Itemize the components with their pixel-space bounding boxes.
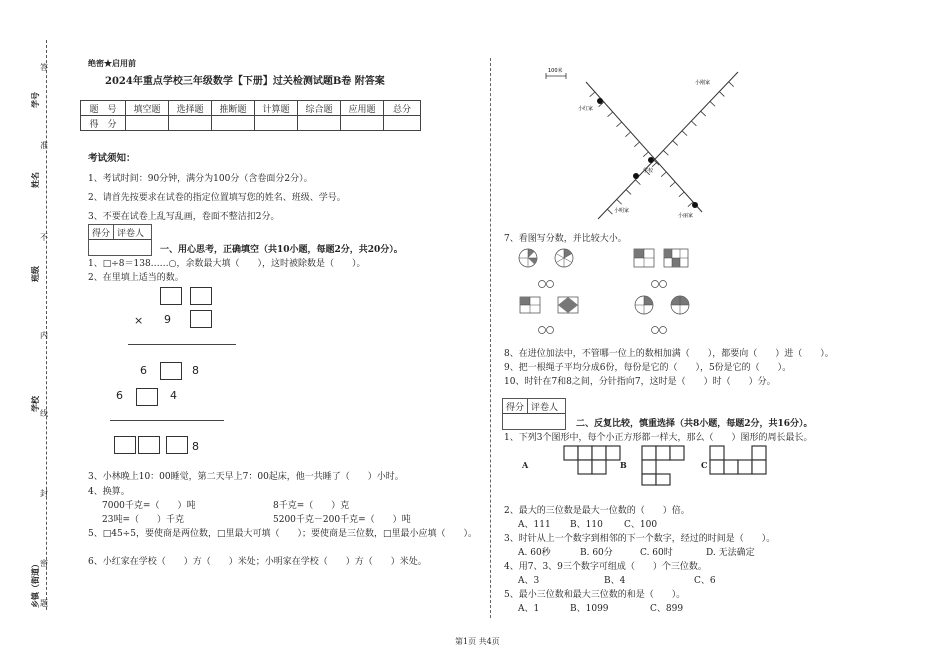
map-tick xyxy=(663,150,668,155)
cut-char: 答 xyxy=(40,63,48,72)
cut-char: 题 xyxy=(40,599,48,608)
map-tick xyxy=(634,142,639,147)
option: B、110 xyxy=(570,520,603,530)
s2-question-3: 3、时针从上一个数字到相邻的下一个数字，经过的时间是（ ）。 xyxy=(504,534,776,544)
s2-question-4: 4、用7、3、9三个数字可组成（ ）个三位数。 xyxy=(504,562,707,572)
question-4a: 7000千克=（ ）吨 xyxy=(102,501,196,511)
map-tick xyxy=(643,152,648,157)
grader-box xyxy=(502,398,566,430)
answer-box[interactable] xyxy=(190,287,212,305)
rule-line xyxy=(110,420,224,421)
question-7: 7、看图写分数，并比较大小。 xyxy=(504,234,627,244)
option: B、1099 xyxy=(570,604,609,614)
map-tick xyxy=(691,121,696,126)
score-cell[interactable] xyxy=(126,116,169,131)
cut-char: 准 xyxy=(40,141,48,150)
location-map xyxy=(540,62,760,222)
map-tick xyxy=(616,122,621,127)
student-id-label: 学号 xyxy=(30,92,40,108)
digit: 6 xyxy=(140,364,147,377)
xiaohong-label: 小红家 xyxy=(578,106,594,112)
grader-score-label: 得分 xyxy=(89,225,114,240)
option: A、1 xyxy=(518,604,540,614)
map-tick xyxy=(710,101,715,106)
question-4b: 8千克=（ ）克 xyxy=(273,501,350,511)
xiaoli-dot xyxy=(692,202,698,208)
notice-item: 2、请首先按要求在试卷的指定位置填写您的姓名、班级、学号。 xyxy=(88,193,346,203)
option: D. 无法确定 xyxy=(706,548,755,558)
digit: 8 xyxy=(192,440,199,453)
digit: 4 xyxy=(170,389,177,402)
times-sign: × xyxy=(134,314,144,327)
digit: 9 xyxy=(164,313,171,326)
grader-box xyxy=(88,224,152,256)
cut-char: 封 xyxy=(40,489,48,498)
option: B、4 xyxy=(604,576,626,586)
xiaoli-label: 小丽家 xyxy=(678,213,694,219)
question-8: 8、在进位加法中，不管哪一位上的数相加满（ ），都要向（ ）进（ ）。 xyxy=(504,349,834,359)
option: C、899 xyxy=(650,604,684,614)
page-title: 2024年重点学校三年级数学【下册】过关检测试题B卷 附答案 xyxy=(105,76,385,87)
map-tick xyxy=(590,92,595,97)
s2-question-2: 2、最大的三位数是最大一位数的（ ）倍。 xyxy=(504,506,690,516)
map-tick xyxy=(607,209,612,214)
map-tick xyxy=(617,199,622,204)
option: B. 60分 xyxy=(580,548,613,558)
option: A、3 xyxy=(518,576,540,586)
name-label: 姓名 xyxy=(30,172,40,188)
question-9: 9、把一根绳子平均分成6份，每份是它的（ ），5份是它的（ ）。 xyxy=(504,363,792,373)
grader-score-label: 得分 xyxy=(503,399,528,414)
school-dot xyxy=(648,157,654,163)
shape-label-c: C xyxy=(701,460,708,470)
section2-heading: 二、反复比较，慎重选择（共8小题，每题2分，共16分）。 xyxy=(576,419,813,429)
township-label: 乡镇（街道） xyxy=(30,560,40,608)
score-cell[interactable] xyxy=(212,116,255,131)
rule-line xyxy=(128,344,236,345)
school-label: 学校 xyxy=(643,168,654,174)
answer-box[interactable] xyxy=(138,436,160,454)
option: A、111 xyxy=(518,520,551,530)
map-tick xyxy=(673,141,678,146)
score-row-label: 得 分 xyxy=(81,116,126,131)
notice-item: 3、不要在试卷上乱写乱画，卷面不整洁扣2分。 xyxy=(88,212,280,222)
shape-label-a: A xyxy=(522,460,529,470)
class-label: 班级 xyxy=(30,266,40,282)
map-tick xyxy=(679,192,684,197)
cut-char: 线 xyxy=(40,409,48,418)
score-table xyxy=(80,100,421,131)
score-cell[interactable] xyxy=(341,116,384,131)
map-tick xyxy=(608,112,613,117)
score-col-1: 填空题 xyxy=(126,101,169,116)
map-tick xyxy=(719,92,724,97)
map-tick xyxy=(626,190,631,195)
digit: 6 xyxy=(116,389,123,402)
secret-label: 绝密★启用前 xyxy=(88,58,136,68)
cut-char: 不 xyxy=(40,233,48,242)
map-tick xyxy=(635,180,640,185)
score-cell[interactable] xyxy=(298,116,341,131)
map-tick xyxy=(661,172,666,177)
shape-a xyxy=(564,446,620,474)
question-4c: 23吨=（ ）千克 xyxy=(102,515,184,525)
question-5: 5、□45÷5，要使商是两位数，□里最大可填（ ）；要使商是三位数，□里最小应填（ ）。 xyxy=(88,529,477,539)
school-label: 学校 xyxy=(30,396,40,412)
score-col-6: 应用题 xyxy=(341,101,384,116)
answer-box[interactable] xyxy=(136,388,158,406)
fraction-rect xyxy=(520,297,578,313)
answer-box[interactable] xyxy=(166,436,188,454)
question-4: 4、换算。 xyxy=(88,487,130,497)
map-tick xyxy=(701,111,706,116)
score-cell[interactable] xyxy=(384,116,421,131)
column-divider xyxy=(490,58,491,618)
s2-question-5: 5、最小三位数和最大三位数的和是（ ）。 xyxy=(504,590,686,600)
binding-line xyxy=(46,40,47,610)
fraction-circle xyxy=(519,249,537,267)
option: C、6 xyxy=(694,576,716,586)
answer-box[interactable] xyxy=(190,310,212,328)
question-4d: 5200千克－200千克=（ ）吨 xyxy=(273,515,411,525)
s2-question-1: 1、下列3个图形中，每个小正方形都一样大，那么（ ）图形的周长最长。 xyxy=(504,433,813,443)
question-3: 3、小林晚上10：00睡觉，第二天早上7：00起床，他一共睡了（ ）小时。 xyxy=(88,472,404,482)
map-tick xyxy=(682,131,687,136)
fraction-circle xyxy=(635,296,689,314)
section1-heading: 一、用心思考，正确填空（共10小题，每题2分，共20分）。 xyxy=(160,245,403,255)
xiaoming-label: 小明家 xyxy=(614,208,630,214)
score-col-4: 计算题 xyxy=(255,101,298,116)
question-6: 6、小红家在学校（ ）方（ ）米处；小明家在学校（ ）方（ ）米处。 xyxy=(88,557,427,567)
answer-box[interactable] xyxy=(160,362,182,380)
fraction-grid xyxy=(634,249,688,267)
shape-label-b: B xyxy=(620,460,627,470)
score-cell[interactable] xyxy=(169,116,212,131)
answer-box[interactable] xyxy=(160,287,182,305)
answer-box[interactable] xyxy=(114,436,136,454)
page-footer: 第1页 共4页 xyxy=(455,637,500,646)
map-tick xyxy=(625,132,630,137)
notice-item: 1、考试时间：90分钟，满分为100分（含卷面分2分）。 xyxy=(88,174,313,184)
question-10: 10、时针在7和8之间，分针指向7，这时是（ ）时（ ）分。 xyxy=(504,377,776,387)
option: C. 60时 xyxy=(640,548,673,558)
xiaogang-label: 小刚家 xyxy=(695,80,711,86)
score-col-7: 总分 xyxy=(384,101,421,116)
map-tick xyxy=(670,182,675,187)
grader-reviewer-label: 评卷人 xyxy=(531,403,559,413)
xiaogang-dot xyxy=(633,173,639,179)
fraction-circle xyxy=(555,249,573,267)
shape-b xyxy=(642,446,684,485)
shape-figures xyxy=(560,444,770,486)
map-tick xyxy=(729,82,734,87)
notice-heading: 考试须知： xyxy=(88,153,136,164)
score-col-5: 综合题 xyxy=(298,101,341,116)
score-cell[interactable] xyxy=(255,116,298,131)
shape-c xyxy=(710,446,766,474)
cut-char: 内 xyxy=(40,331,48,340)
cut-char: 密 xyxy=(40,559,48,568)
scale-label: 100米 xyxy=(548,68,563,74)
score-col-2: 选择题 xyxy=(169,101,212,116)
option: C、100 xyxy=(624,520,658,530)
question-2: 2、在里填上适当的数。 xyxy=(88,273,184,283)
score-col-0: 题 号 xyxy=(81,101,126,116)
xiaohong-dot xyxy=(597,98,603,104)
digit: 8 xyxy=(192,364,199,377)
grader-reviewer-label: 评卷人 xyxy=(117,229,145,239)
score-col-3: 推断题 xyxy=(212,101,255,116)
fraction-figures xyxy=(514,244,704,338)
option: A. 60秒 xyxy=(518,548,551,558)
question-1: 1、□÷8＝138……○，余数最大填（ ），这时被除数是（ ）。 xyxy=(88,259,366,269)
